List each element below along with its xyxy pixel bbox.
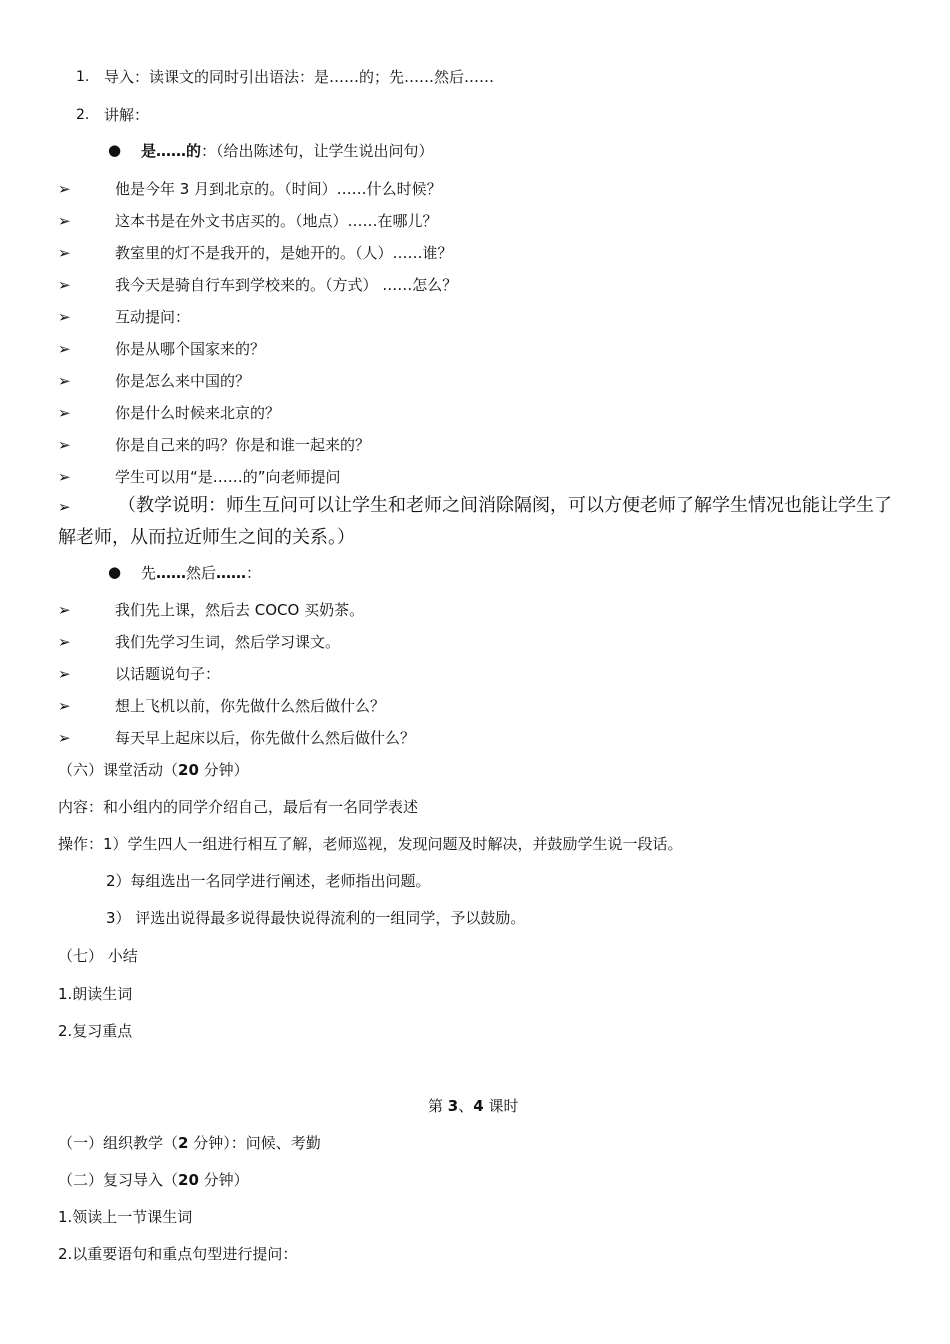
- duration-number: 2: [178, 1134, 189, 1152]
- arrow-bullet-icon: ➢: [58, 697, 71, 715]
- list-item: 互动提问：: [115, 308, 191, 326]
- lesson-section-1: [58, 1133, 321, 1153]
- list-number: 2.: [76, 107, 90, 123]
- list-item: 以话题说句子：: [115, 665, 221, 683]
- heading-part: 先: [141, 564, 157, 582]
- summary-item-2: 2.复习重点: [58, 1022, 133, 1040]
- arrow-bullet-icon: ➢: [58, 404, 71, 422]
- list-number: 1.: [76, 69, 90, 85]
- lesson-section-2: [58, 1170, 249, 1190]
- arrow-bullet-icon: ➢: [58, 601, 71, 619]
- list-item: 这本书是在外文书店买的。（地点）……在哪儿？: [115, 212, 438, 230]
- heading-part: 然后: [186, 564, 217, 582]
- heading-part: ：: [246, 564, 262, 582]
- list-item: 想上飞机以前，你先做什么然后做什么？: [115, 697, 386, 715]
- heading-part: 第: [428, 1097, 448, 1115]
- arrow-bullet-icon: ➢: [58, 276, 71, 294]
- grammar-label: 是……的: [141, 142, 202, 160]
- summary-item-1: 1.朗读生词: [58, 985, 133, 1003]
- heading-part: ……: [156, 564, 187, 582]
- arrow-bullet-icon: ➢: [58, 498, 71, 516]
- arrow-bullet-icon: ➢: [58, 180, 71, 198]
- heading-part: 3: [447, 1097, 459, 1115]
- activity-op-3: 3） 评选出说得最多说得最快说得流利的一组同学，予以鼓励。: [106, 909, 526, 927]
- list-item: 我们先上课，然后去 COCO 买奶茶。: [115, 601, 365, 619]
- arrow-bullet-icon: ➢: [58, 665, 71, 683]
- list-item: 我今天是骑自行车到学校来的。（方式） ……怎么？: [115, 276, 458, 294]
- heading-part: 、: [458, 1097, 474, 1115]
- title-part: 分钟）: [198, 761, 249, 779]
- arrow-bullet-icon: ➢: [58, 468, 71, 486]
- arrow-bullet-icon: ➢: [58, 244, 71, 262]
- list-item: 教室里的灯不是我开的，是她开的。（人）……谁？: [115, 244, 453, 262]
- arrow-bullet-icon: ➢: [58, 633, 71, 651]
- list-item: 你是从哪个国家来的？: [115, 340, 266, 358]
- section-title-activity: [58, 760, 249, 780]
- title-part: 分钟）: [198, 1171, 249, 1189]
- bullet-icon: ●: [108, 141, 122, 159]
- lesson-item-2: 2.以重要语句和重点句型进行提问：: [58, 1245, 298, 1263]
- duration-number: 20: [178, 761, 199, 779]
- teaching-note-text: （教学说明：师生互问可以让学生和老师之间消除隔阂，可以方便老师了解学生情况也能让学生了解老师，从而拉近师生之间的关系。）: [58, 495, 892, 548]
- list-item: 我们先学习生词，然后学习课文。: [115, 633, 341, 651]
- duration-number: 20: [178, 1171, 199, 1189]
- list-item: 每天早上起床以后，你先做什么然后做什么？: [115, 729, 416, 747]
- lesson-item-1: 1.领读上一节课生词: [58, 1208, 193, 1226]
- heading-rest: ：（给出陈述句，让学生说出问句）: [201, 142, 434, 160]
- section-title-summary: （七） 小结: [58, 947, 138, 965]
- list-item: 学生可以用“是……的”向老师提问: [115, 468, 341, 486]
- arrow-bullet-icon: ➢: [58, 212, 71, 230]
- title-part: （六）课堂活动（: [58, 761, 179, 779]
- arrow-bullet-icon: ➢: [58, 729, 71, 747]
- arrow-bullet-icon: ➢: [58, 436, 71, 454]
- list-item: 你是自己来的吗？你是和谁一起来的？: [115, 436, 371, 454]
- bullet-icon: ●: [108, 563, 122, 581]
- title-part: 分钟）：问候、考勤: [188, 1134, 321, 1152]
- arrow-bullet-icon: ➢: [58, 340, 71, 358]
- title-part: （一）组织教学（: [58, 1134, 179, 1152]
- intro-text-1: 导入：读课文的同时引出语法：是……的；先……然后……: [104, 68, 495, 86]
- heading-part: ……: [216, 564, 247, 582]
- arrow-bullet-icon: ➢: [58, 372, 71, 390]
- title-part: （二）复习导入（: [58, 1171, 179, 1189]
- list-item: 你是怎么来中国的？: [115, 372, 251, 390]
- list-item: 他是今年 3 月到北京的。（时间）……什么时候？: [115, 180, 442, 198]
- activity-content: 内容：和小组内的同学介绍自己，最后有一名同学表述: [58, 798, 419, 816]
- heading-part: 课时: [483, 1097, 519, 1115]
- arrow-bullet-icon: ➢: [58, 308, 71, 326]
- lesson-heading: [428, 1096, 518, 1116]
- list-item: 你是什么时候来北京的？: [115, 404, 281, 422]
- intro-text-2: 讲解：: [104, 106, 150, 124]
- activity-op-1: 操作：1）学生四人一组进行相互了解，老师巡视，发现问题及时解决，并鼓励学生说一段话。: [58, 835, 683, 853]
- heading-part: 4: [473, 1097, 484, 1115]
- activity-op-2: 2）每组选出一名同学进行阐述，老师指出问题。: [106, 872, 431, 890]
